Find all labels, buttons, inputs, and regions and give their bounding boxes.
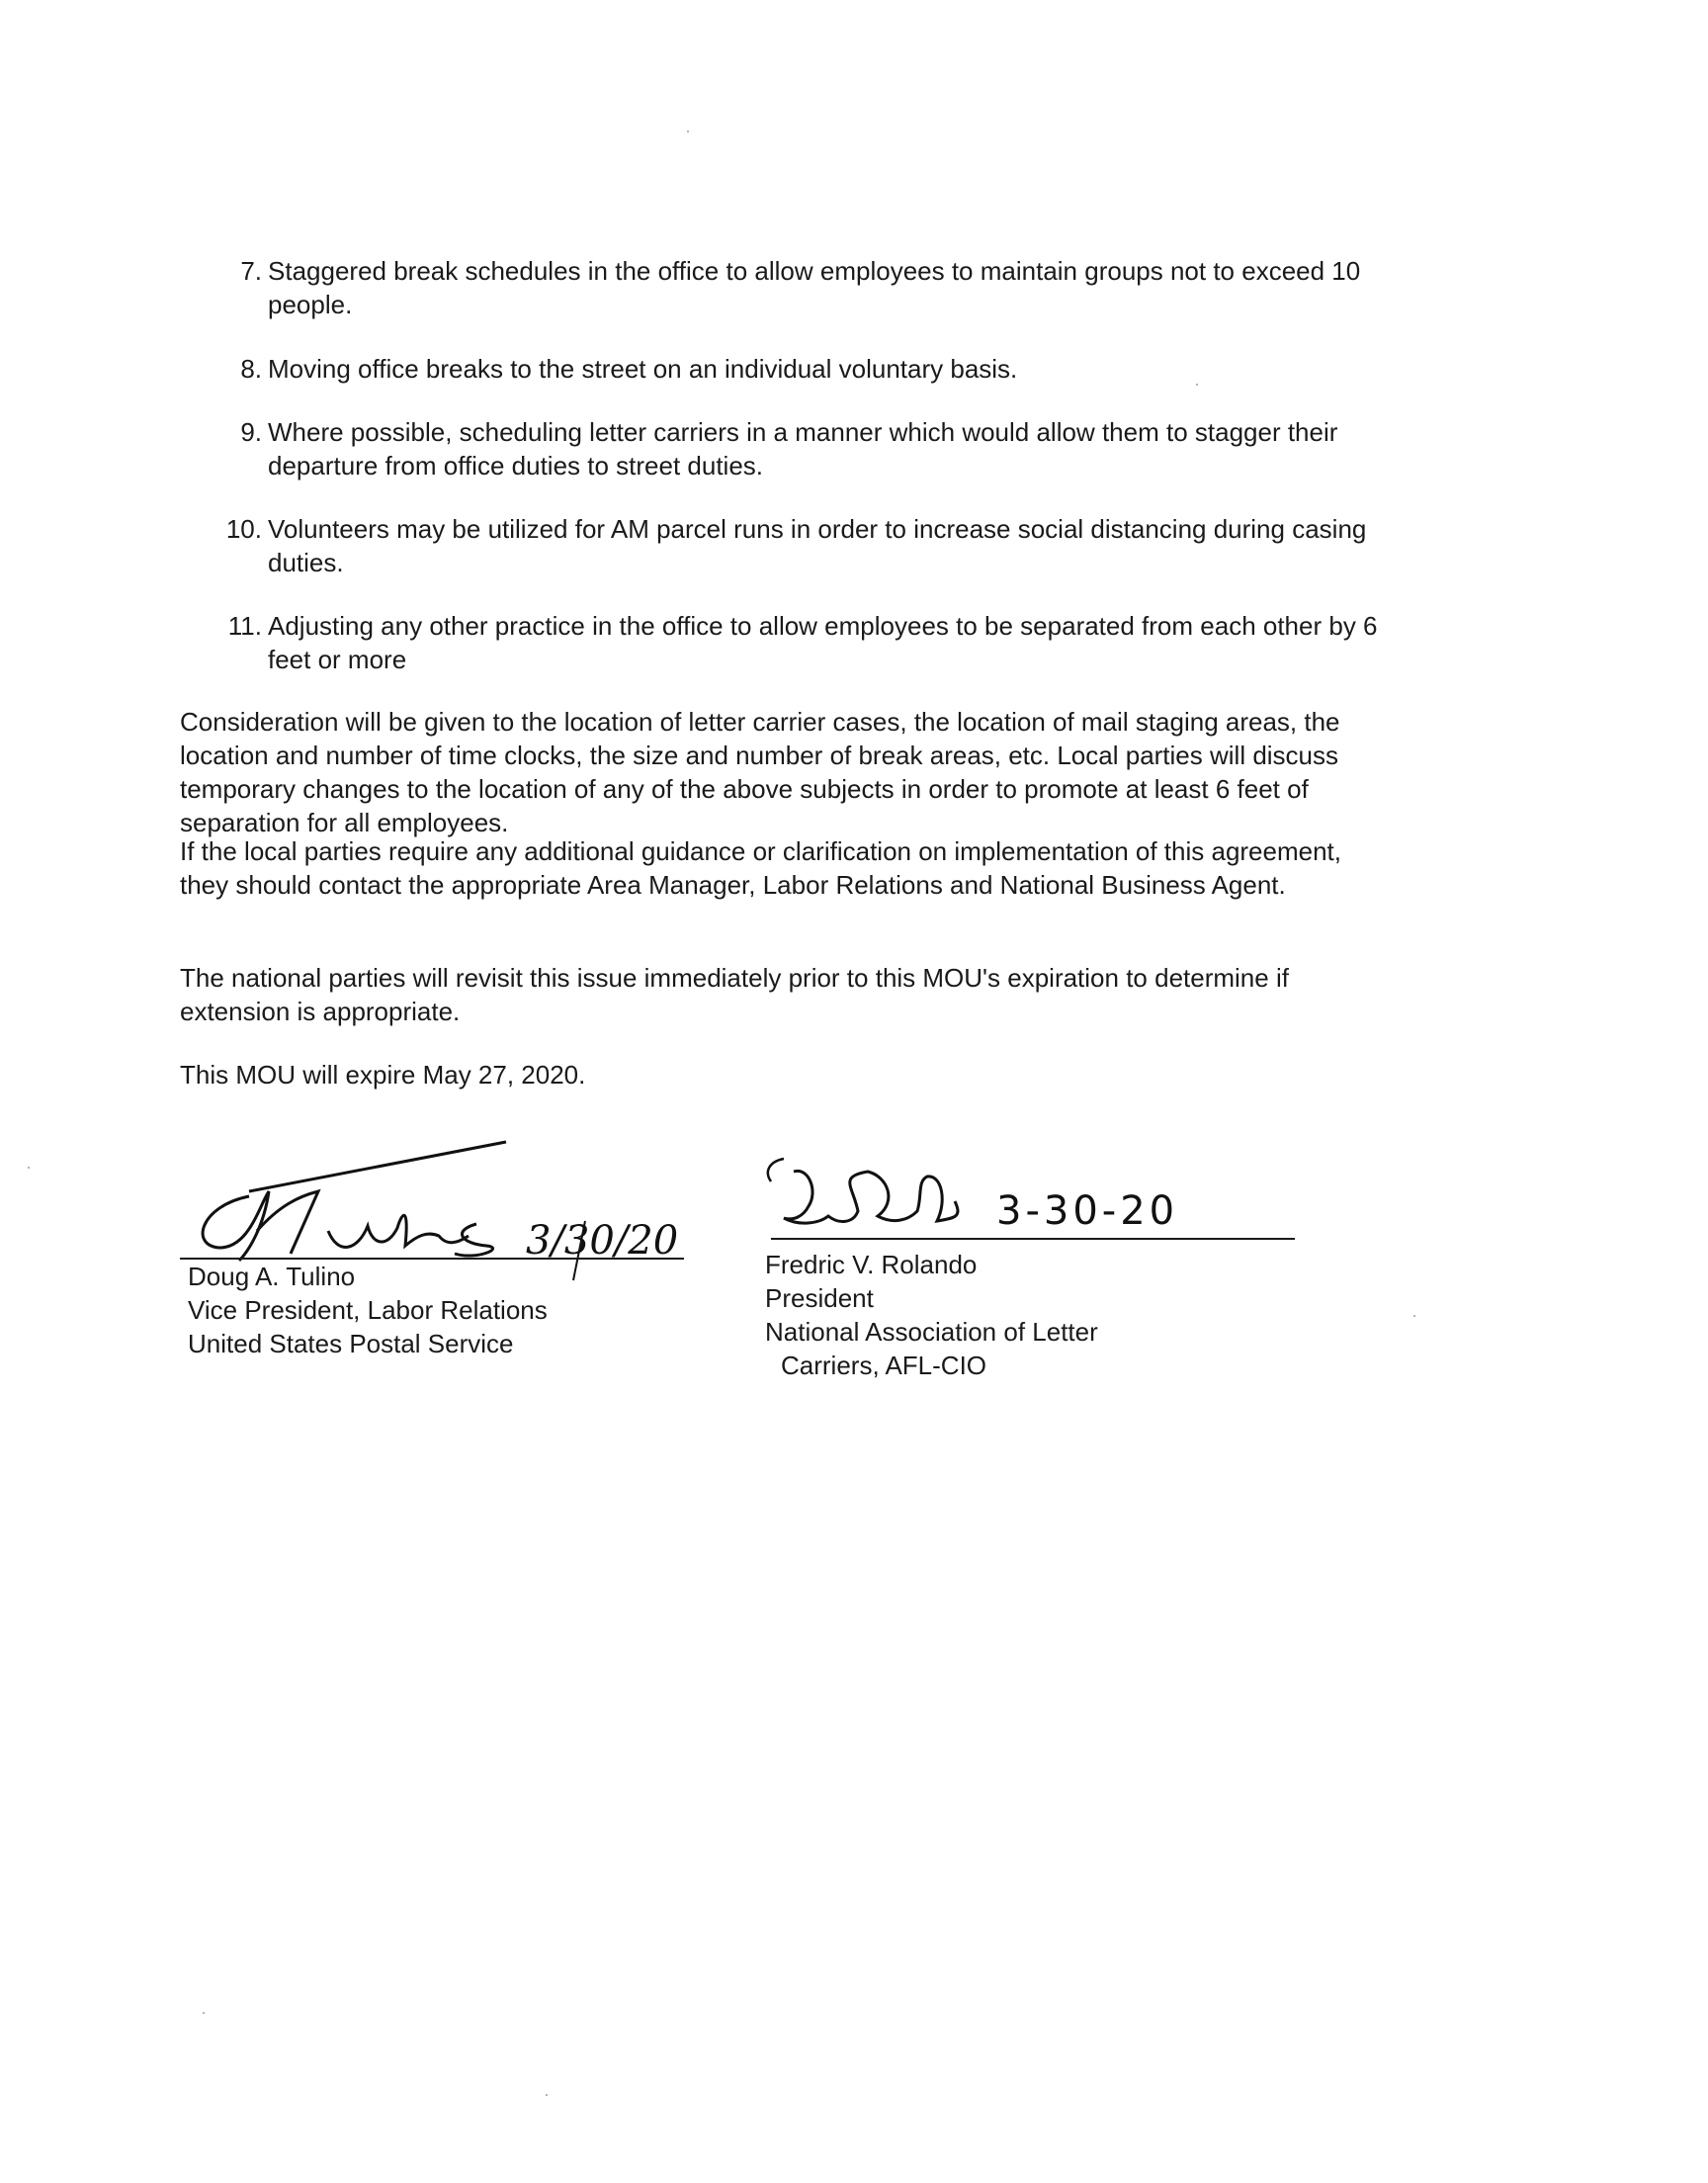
scan-speck bbox=[1413, 1315, 1415, 1317]
list-item-text: Volunteers may be utilized for AM parcel runs in order to increase social distancing during casing duties. bbox=[268, 514, 1367, 577]
guidance-paragraph: If the local parties require any additional guidance or clarification on implementation of this agreement, they should contact the appropriate Area Manager, Labor Relations and National Business Agent. bbox=[180, 836, 1342, 900]
list-item-text: Moving office breaks to the street on an individual voluntary basis. bbox=[268, 354, 1018, 384]
scan-speck bbox=[1196, 384, 1198, 386]
list-item-number: 9. bbox=[240, 417, 262, 447]
list-item-text: Adjusting any other practice in the office to allow employees to be separated from each other by 6 feet or more bbox=[268, 611, 1378, 674]
signatory-organization-right-line2: Carriers, AFL-CIO bbox=[781, 1351, 987, 1380]
scan-speck bbox=[28, 1167, 30, 1169]
signatory-organization-right-line1: National Association of Letter bbox=[765, 1317, 1098, 1347]
scan-speck bbox=[687, 131, 689, 132]
list-item-number: 7. bbox=[240, 256, 262, 286]
handwritten-signature-tulino bbox=[180, 1137, 694, 1275]
signatory-title-right: President bbox=[765, 1283, 874, 1313]
signature-block-nalc bbox=[759, 1147, 1313, 1384]
signature-date-left: 3/30/20 bbox=[526, 1218, 679, 1264]
signature-block-usps bbox=[180, 1137, 733, 1358]
expiry-paragraph: This MOU will expire May 27, 2020. bbox=[180, 1060, 586, 1090]
scan-speck bbox=[203, 2012, 205, 2014]
scan-speck bbox=[546, 2094, 548, 2096]
consideration-paragraph: Consideration will be given to the location of letter carrier cases, the location of mail staging areas, the location and number of time clocks, the size and number of break areas, etc. Local parties will discuss temporary changes to the location of any of the above subjects in order to promote at least 6 feet of separation for all employees. bbox=[180, 707, 1340, 837]
signatory-name-left: Doug A. Tulino bbox=[188, 1262, 356, 1291]
signature-line-right bbox=[771, 1238, 1295, 1240]
signature-date-right: 3-30-20 bbox=[996, 1188, 1179, 1234]
list-item-number: 10. bbox=[225, 514, 262, 544]
signatory-organization-left: United States Postal Service bbox=[188, 1329, 514, 1358]
list-item-number: 8. bbox=[240, 354, 262, 384]
signatory-title-left: Vice President, Labor Relations bbox=[188, 1295, 548, 1325]
signatory-name-right: Fredric V. Rolando bbox=[765, 1250, 978, 1279]
revisit-paragraph: The national parties will revisit this issue immediately prior to this MOU's expiration to determine if extension is appropriate. bbox=[180, 963, 1289, 1026]
list-item-text: Where possible, scheduling letter carriers in a manner which would allow them to stagger their departure from office duties to street duties. bbox=[268, 417, 1338, 480]
list-item-text: Staggered break schedules in the office to allow employees to maintain groups not to exceed 10 people. bbox=[268, 256, 1361, 319]
list-item-number: 11. bbox=[227, 611, 262, 641]
